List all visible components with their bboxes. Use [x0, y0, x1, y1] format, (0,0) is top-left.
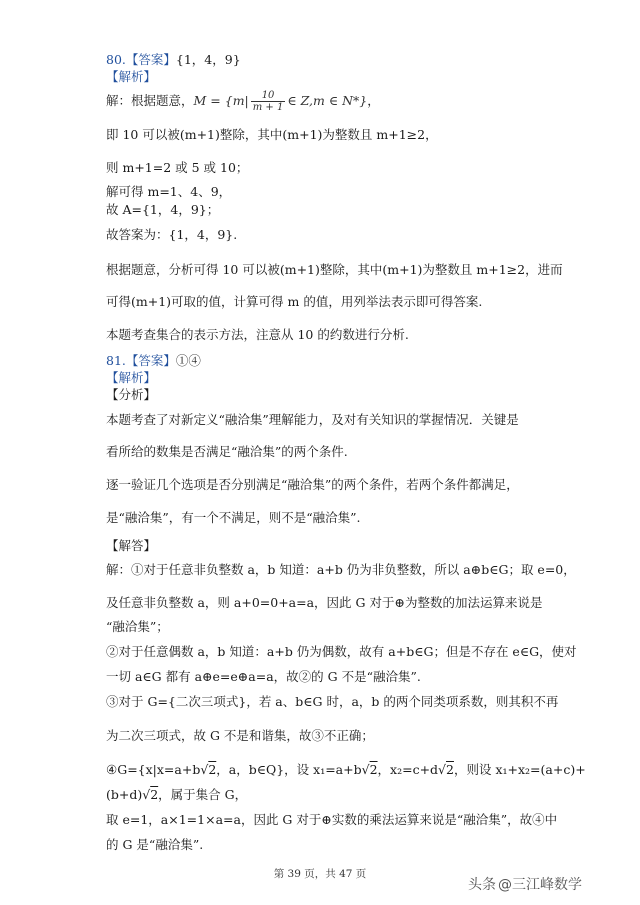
q81-solution-3: “融洽集”；: [106, 619, 169, 634]
q80-line-3: 则 m+1=2 或 5 或 10；: [106, 160, 249, 175]
q81-solution-1: 解：①对于任意非负整数 a，b 知道：a+b 仍为非负整数，所以 a⊕b∈G；取 e=0，: [106, 562, 576, 577]
sqrt-symbol: √: [142, 787, 151, 802]
q81-solution-11: 的 G 是“融洽集”.: [106, 837, 204, 852]
analysis-tag: 【分析】: [106, 387, 157, 402]
q80-line-5: 故 A={1，4，9}；: [106, 202, 220, 217]
q80-line-1: [106, 90, 380, 113]
q81-analysis-1: 本题考查了对新定义“融洽集”理解能力，及对有关知识的掌握情况．关键是: [106, 412, 519, 427]
watermark: [468, 874, 582, 894]
sqrt-radicand: 2: [150, 787, 159, 802]
q81-analysis-4: 是“融洽集”，有一个不满足，则不是“融洽集”.: [106, 510, 361, 525]
fraction: [251, 90, 286, 113]
answer-text: {1，4，9}: [175, 52, 241, 67]
text: ，x₂=c+d: [377, 762, 439, 777]
formula-left: M = {m|: [193, 93, 249, 108]
sqrt-radicand: 2: [446, 762, 454, 777]
q81-solution-7: 为二次三项式，故 G 不是和谐集，故③不正确；: [106, 728, 374, 743]
q80-line-4: 解可得 m=1、4、9，: [106, 184, 232, 199]
parse-tag: 【解析】: [106, 370, 157, 385]
text: (b+d): [106, 787, 143, 802]
formula-right: ∈ Z,m ∈ N*}: [287, 93, 368, 108]
q81-solution-2: 及任意非负整数 a，则 a+0=0+a=a，因此 G 对于⊕为整数的加法运算来说是: [106, 595, 543, 610]
q80-line-7: 根据题意，分析可得 10 可以被(m+1)整除，其中(m+1)为整数且 m+1≥2，进而: [106, 262, 563, 277]
answer-text: ①④: [175, 353, 201, 368]
q81-analysis-2: 看所给的数集是否满足“融洽集”的两个条件.: [106, 444, 348, 459]
q81-solution-10: 取 e=1，a×1=1×a=a，因此 G 对于⊕实数的乘法运算来说是“融洽集”，故④中: [106, 812, 558, 827]
sqrt-symbol: √: [361, 762, 370, 777]
q80-line-6: 故答案为：{1，4，9}.: [106, 227, 238, 242]
text: ，: [367, 93, 380, 108]
q81-analysis-3: 逐一验证几个选项是否分别满足“融洽集”的两个条件，若两个条件都满足，: [106, 477, 519, 492]
q81-solution-4: ②对于任意偶数 a，b 知道：a+b 仍为偶数，故有 a+b∈G；但是不存在 e∈G，使对: [106, 644, 577, 659]
solution-tag: 【解答】: [106, 538, 157, 553]
q81-solution-6: ③对于 G={二次三项式}，若 a、b∈G 时，a，b 的两个同类项系数，则其积不再: [106, 694, 559, 709]
question-number: 81.: [106, 353, 126, 368]
page-footer: 第 39 页，共 47 页: [273, 868, 367, 880]
q81-solution-5: 一切 a∈G 都有 a⊕e=e⊕a=a，故②的 G 不是“融洽集”.: [106, 669, 421, 684]
q80-answer-line: [106, 52, 241, 68]
q80-line-8: 可得(m+1)可取的值，计算可得 m 的值，用列举法表示即可得答案.: [106, 294, 483, 309]
answer-tag: 【答案】: [125, 52, 176, 67]
parse-tag: 【解析】: [106, 69, 157, 84]
answer-tag: 【答案】: [125, 353, 176, 368]
q81-solution-8: [106, 762, 586, 778]
question-number: 80.: [106, 52, 126, 67]
sqrt-symbol: √: [438, 762, 447, 777]
set-formula: [193, 90, 368, 113]
watermark-handle: @三江峰数学: [498, 877, 582, 893]
text: 解：根据题意，: [106, 93, 194, 108]
platform-logo: 头条: [468, 877, 496, 893]
sqrt-radicand: 2: [208, 762, 217, 777]
text: ，则设 x₁+x₂=(a+c)+: [453, 762, 586, 777]
text: ，属于集合 G，: [158, 787, 248, 802]
q80-line-9: 本题考查集合的表示方法，注意从 10 的约数进行分析.: [106, 327, 409, 342]
q81-solution-9: [106, 787, 247, 803]
q81-answer-line: [106, 353, 201, 369]
text: ，a，b∈Q}，设 x₁=a+b: [216, 762, 362, 777]
text: ④G={x|x=a+b: [106, 762, 201, 777]
q80-line-2: 即 10 可以被(m+1)整除，其中(m+1)为整数且 m+1≥2，: [106, 127, 438, 142]
sqrt-symbol: √: [200, 762, 209, 777]
fraction-numerator: 10: [251, 90, 286, 102]
sqrt-radicand: 2: [369, 762, 378, 777]
fraction-denominator: m + 1: [252, 102, 284, 113]
